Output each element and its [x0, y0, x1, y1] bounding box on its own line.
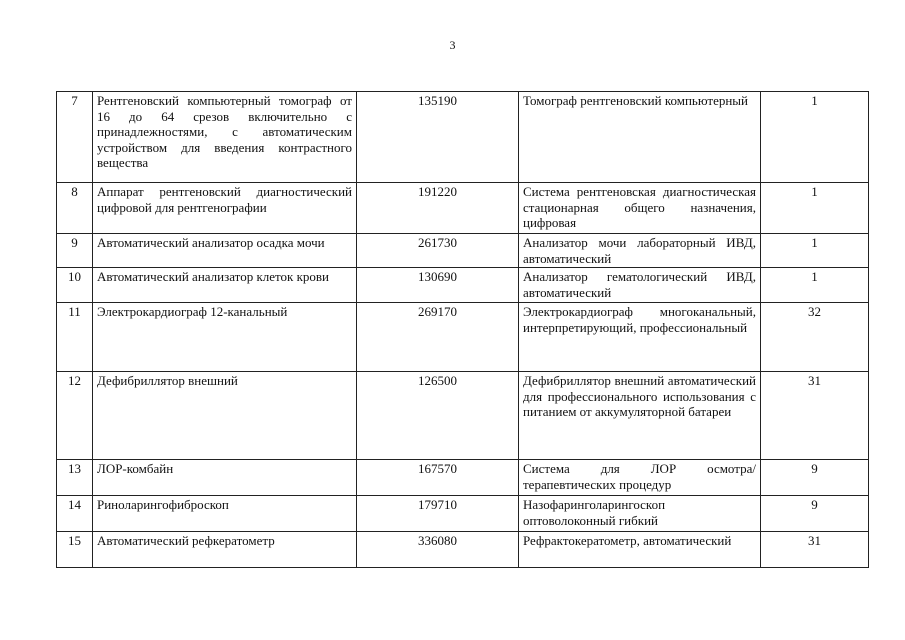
equipment-quantity: 32: [761, 303, 869, 372]
equipment-name: Автоматический анализатор осадка мочи: [93, 234, 357, 268]
equipment-quantity: 1: [761, 268, 869, 303]
row-number: 10: [57, 268, 93, 303]
equipment-name: Рентгеновский компьютерный томограф от 16 до 64 срезов включительно с принадлежностями, с автоматическим устройством для введения контрастного вещества: [93, 92, 357, 183]
equipment-quantity: 1: [761, 92, 869, 183]
equipment-name: Аппарат рентгеновский диагностический цифровой для рентгенографии: [93, 183, 357, 234]
equipment-quantity: 31: [761, 372, 869, 460]
equipment-type: Томограф рентгеновский компьютерный: [519, 92, 761, 183]
table-row: [57, 92, 869, 183]
row-number: 14: [57, 496, 93, 532]
equipment-quantity: 9: [761, 460, 869, 496]
equipment-table: [56, 91, 869, 568]
row-number: 11: [57, 303, 93, 372]
equipment-name: Риноларингофиброскоп: [93, 496, 357, 532]
equipment-code: 191220: [357, 183, 519, 234]
equipment-type: Анализатор гематологический ИВД, автоматический: [519, 268, 761, 303]
row-number: 15: [57, 532, 93, 568]
equipment-name: Автоматический рефкератометр: [93, 532, 357, 568]
equipment-code: 130690: [357, 268, 519, 303]
equipment-type: Дефибриллятор внешний автоматический для профессионального использования с питанием от аккумуляторной батареи: [519, 372, 761, 460]
equipment-code: 135190: [357, 92, 519, 183]
equipment-code: 261730: [357, 234, 519, 268]
equipment-code: 126500: [357, 372, 519, 460]
row-number: 7: [57, 92, 93, 183]
equipment-code: 167570: [357, 460, 519, 496]
table-row: [57, 532, 869, 568]
table-row: [57, 372, 869, 460]
equipment-quantity: 1: [761, 183, 869, 234]
equipment-name: Электрокардиограф 12-канальный: [93, 303, 357, 372]
equipment-type: Рефрактокератометр, автоматический: [519, 532, 761, 568]
table-row: [57, 303, 869, 372]
row-number: 13: [57, 460, 93, 496]
table-row: [57, 268, 869, 303]
equipment-type: Электрокардиограф многоканальный, интерпретирующий, профессиональный: [519, 303, 761, 372]
equipment-quantity: 9: [761, 496, 869, 532]
row-number: 12: [57, 372, 93, 460]
equipment-code: 179710: [357, 496, 519, 532]
table-row: [57, 496, 869, 532]
equipment-type: Система для ЛОР осмотра/терапевтических процедур: [519, 460, 761, 496]
equipment-code: 269170: [357, 303, 519, 372]
table-row: [57, 460, 869, 496]
equipment-name: Дефибриллятор внешний: [93, 372, 357, 460]
equipment-name: ЛОР-комбайн: [93, 460, 357, 496]
equipment-code: 336080: [357, 532, 519, 568]
equipment-quantity: 31: [761, 532, 869, 568]
equipment-quantity: 1: [761, 234, 869, 268]
page-number: 3: [449, 38, 456, 52]
equipment-type: Система рентгеновская диагностическая стационарная общего назначения, цифровая: [519, 183, 761, 234]
table-row: [57, 183, 869, 234]
row-number: 9: [57, 234, 93, 268]
equipment-type: Назофаринголарингоскоп оптоволоконный гибкий: [519, 496, 761, 532]
table-row: [57, 234, 869, 268]
equipment-type: Анализатор мочи лабораторный ИВД, автоматический: [519, 234, 761, 268]
row-number: 8: [57, 183, 93, 234]
equipment-name: Автоматический анализатор клеток крови: [93, 268, 357, 303]
